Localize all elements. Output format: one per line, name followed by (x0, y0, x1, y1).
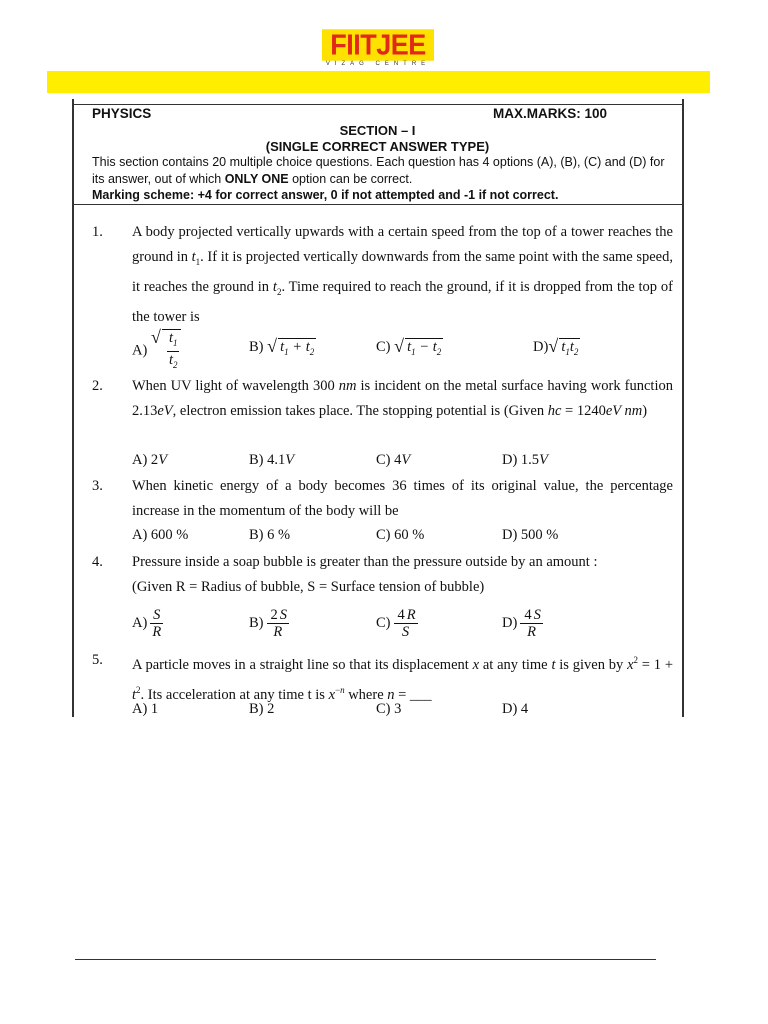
option-b: B) 6 % (249, 527, 291, 543)
option-unit: V (158, 452, 168, 468)
option-label: A) (132, 615, 148, 631)
option-d (502, 452, 548, 469)
top-rule (72, 104, 683, 105)
section-title: SECTION – I (339, 123, 416, 138)
option-c: C) 60 % (376, 527, 425, 543)
option-b (249, 607, 289, 640)
option-unit: V (539, 452, 548, 468)
option-label: B) 4.1 (249, 452, 286, 468)
subject-title: PHYSICS (92, 106, 152, 121)
sqrt-expression: √ $t_1 + t_2$ (267, 338, 316, 357)
section-subtitle: (SINGLE CORRECT ANSWER TYPE) (265, 139, 490, 154)
option-a: A) 1 (132, 701, 159, 717)
max-marks: MAX.MARKS: 100 (493, 106, 608, 121)
question-text: A particle moves in a straight line so that its displacement x at any time t is given by $x^2 = 1 + t^2$. Its acceleration at any time t is $x^{-n}$ where n = ___ (132, 655, 674, 703)
instructions-emphasis: ONLY ONE (224, 172, 289, 186)
marking-scheme: Marking scheme: +4 for correct answer, 0 if not attempted and -1 if not correct. (92, 188, 559, 202)
option-label: A) 2 (132, 452, 159, 468)
question-text: When kinetic energy of a body becomes 36 times of its original value, the percentage increase in the momentum of the body will be (132, 478, 673, 519)
option-a (132, 607, 163, 640)
question-text: When UV light of wavelength 300 nm is incident on the metal surface having work function 2.13eV, electron emission takes place. The stopping potential is (Given hc = 1240eV nm) (132, 378, 673, 419)
sqrt-expression: √ $t_1 - t_2$ (394, 338, 443, 357)
instructions-text-end: option can be correct. (288, 172, 413, 186)
option-label: C) (376, 615, 391, 631)
option-b (249, 338, 316, 357)
section-rule (72, 204, 683, 205)
header-banner (47, 71, 710, 93)
option-d (533, 338, 580, 357)
option-b: B) 2 (249, 701, 275, 717)
option-label: A) (132, 342, 148, 359)
option-label: C) 4 (376, 452, 402, 468)
fiitjee-logo (322, 30, 434, 70)
frame-right-border (682, 99, 684, 717)
option-d (502, 607, 543, 640)
option-c (376, 452, 410, 469)
sqrt-expression: √ $t_1t_2$ (548, 338, 580, 357)
fraction: $\frac{S}{R}$ (152, 607, 162, 640)
option-c (376, 607, 418, 640)
sqrt-expression: √ $\frac{t_1}{t_2}$ (151, 329, 182, 373)
option-label: C) (376, 338, 391, 355)
option-c: C) 3 (376, 701, 402, 717)
option-label: D) (502, 615, 518, 631)
logo-centre: VIZAG CENTRE (325, 61, 431, 67)
option-d: D) 500 % (502, 527, 559, 543)
option-a (132, 452, 167, 469)
fraction: $\frac{4 R}{S}$ (394, 607, 418, 640)
option-label: B) (249, 615, 264, 631)
option-c (376, 338, 443, 357)
section-instructions (92, 154, 677, 188)
question-text: Pressure inside a soap bubble is greater than the pressure outside by an amount : (132, 554, 598, 570)
question-number: 2. (92, 378, 103, 394)
option-d: D) 4 (502, 701, 529, 717)
question-text: A body projected vertically upwards with a certain speed from the top of a tower reaches the ground in $t_1$. If it is projected vertically downwards from the same point with the same speed, it reaches the ground in $t_2$. Time required to reach the ground, if it is dropped from the top of the tower is (132, 224, 674, 325)
instructions-text: This section contains 20 multiple choice questions. Each question has 4 options (A), (B), (C) and (D) for its answer, out of which (92, 155, 665, 186)
frame-left-border (72, 99, 74, 717)
question-number: 5. (92, 652, 103, 668)
question-text-given: (Given R = Radius of bubble, S = Surface tension of bubble) (132, 579, 485, 595)
fraction: $\frac{2 S}{R}$ (267, 607, 290, 640)
option-label: D) (533, 338, 549, 355)
option-label: B) (249, 338, 264, 355)
option-a: A) 600 % (132, 527, 189, 543)
fraction: $\frac{4 S}{R}$ (520, 607, 543, 640)
question-number: 1. (92, 224, 103, 240)
option-label: D) 1.5 (502, 452, 540, 468)
question-number: 4. (92, 554, 103, 570)
option-unit: V (401, 452, 411, 468)
option-a (132, 329, 181, 373)
option-b (249, 452, 294, 469)
question-number: 3. (92, 478, 103, 494)
option-unit: V (285, 452, 295, 468)
footer-rule (75, 959, 656, 960)
logo-brand: FIITJEE (322, 29, 434, 61)
